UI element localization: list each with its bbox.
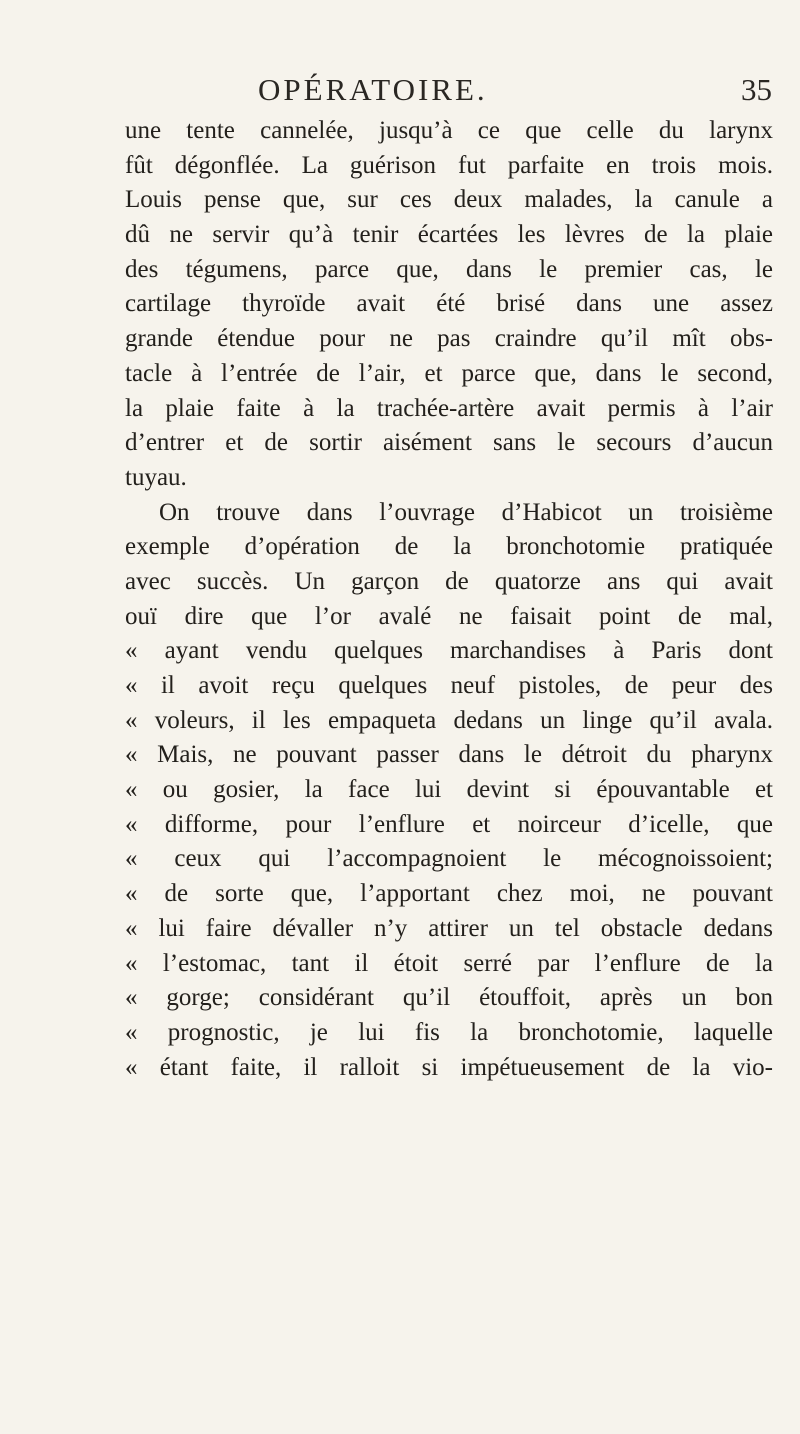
- text-line: « ou gosier, la face lui devint si épouvantable et: [125, 776, 773, 804]
- text-line: exemple d’opération de la bronchotomie pratiquée: [125, 533, 773, 561]
- text-line: une tente cannelée, jusqu’à ce que celle du larynx: [125, 117, 773, 144]
- text-line: « difforme, pour l’enflure et noirceur d’icelle, que: [125, 810, 773, 838]
- text-line: tuyau.: [125, 463, 187, 491]
- text-line: On trouve dans l’ouvrage d’Habicot un troisième: [159, 498, 773, 526]
- text-line: « de sorte que, l’apportant chez moi, ne pouvant: [125, 880, 773, 908]
- text-line: grande étendue pour ne pas craindre qu’il mît obs-: [125, 325, 773, 353]
- running-head-title: OPÉRATOIRE.: [258, 72, 488, 107]
- text-line: « il avoit reçu quelques neuf pistoles, de peur des: [125, 672, 773, 699]
- text-line: « l’estomac, tant il étoit serré par l’enflure de la: [125, 949, 773, 977]
- body-text: [125, 114, 773, 1085]
- running-head: [124, 72, 772, 112]
- text-line: « gorge; considérant qu’il étouffoit, après un bon: [125, 984, 773, 1012]
- text-line: la plaie faite à la trachée-artère avait permis à l’air: [125, 394, 773, 422]
- text-line: des tégumens, parce que, dans le premier cas, le: [125, 255, 773, 283]
- text-line: « ayant vendu quelques marchandises à Paris dont: [125, 637, 773, 665]
- text-line: « lui faire dévaller n’y attirer un tel obstacle dedans: [125, 914, 773, 942]
- text-line: dû ne servir qu’à tenir écartées les lèvres de la plaie: [125, 221, 773, 249]
- text-line: ouï dire que l’or avalé ne faisait point de mal,: [125, 602, 773, 630]
- text-line: fût dégonflée. La guérison fut parfaite en trois mois.: [125, 151, 773, 179]
- text-line: « Mais, ne pouvant passer dans le détroit du pharynx: [125, 741, 773, 769]
- text-line: « étant faite, il ralloit si impétueusement de la vio-: [125, 1053, 773, 1081]
- text-line: « voleurs, il les empaqueta dedans un linge qu’il avala.: [125, 706, 773, 734]
- text-line: cartilage thyroïde avait été brisé dans une assez: [125, 290, 773, 318]
- page-number: 35: [741, 72, 772, 107]
- text-line: Louis pense que, sur ces deux malades, la canule a: [125, 186, 773, 214]
- text-line: d’entrer et de sortir aisément sans le secours d’aucun: [125, 429, 773, 457]
- text-line: « ceux qui l’accompagnoient le mécognoissoient;: [125, 845, 773, 873]
- text-line: « prognostic, je lui fis la bronchotomie, laquelle: [125, 1018, 773, 1046]
- text-line: tacle à l’entrée de l’air, et parce que, dans le second,: [125, 359, 773, 387]
- text-line: avec succès. Un garçon de quatorze ans qui avait: [125, 567, 773, 595]
